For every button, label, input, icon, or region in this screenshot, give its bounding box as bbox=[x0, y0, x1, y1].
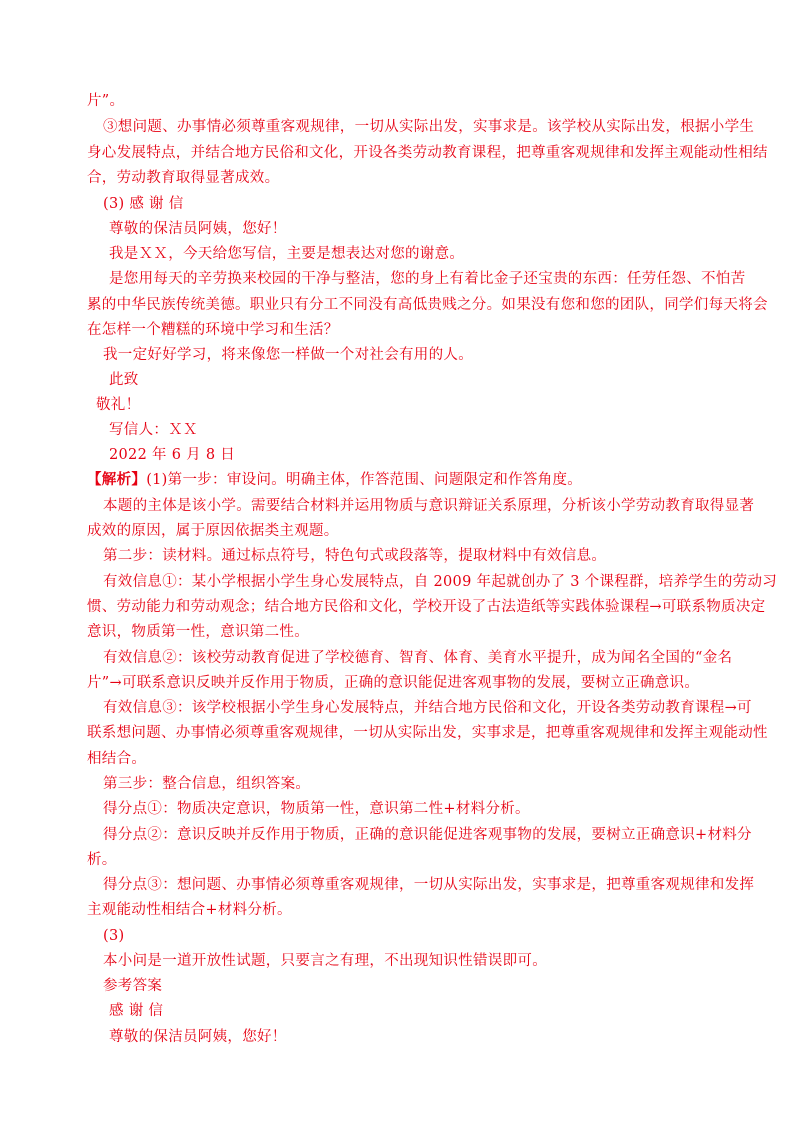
text-line: 相结合。 bbox=[87, 751, 147, 767]
text-line: 惯、劳动能力和劳动观念；结合地方民俗和文化，学校开设了古法造纸等实践体验课程→可联系物质决定 bbox=[87, 599, 766, 615]
analysis-tag: 【解析】 bbox=[87, 471, 147, 488]
text-line: 本小问是一道开放性试题，只要言之有理，不出现知识性错误即可。 bbox=[103, 953, 547, 969]
text-line: 我是ＸＸ，今天给您写信，主要是想表达对您的谢意。 bbox=[109, 246, 465, 262]
section-heading: 感 谢 信 bbox=[109, 1003, 164, 1019]
text-line: 是您用每天的辛劳换来校园的干净与整洁，您的身上有着比金子还宝贵的东西：任劳任怨、不怕苦 bbox=[109, 271, 746, 287]
letter-salutation: 尊敬的保洁员阿姨，您好！ bbox=[109, 221, 287, 237]
text-line: ③想问题、办事情必须尊重客观规律，一切从实际出发，实事求是。该学校从实际出发，根据小学生 bbox=[103, 119, 755, 135]
text-line: 第二步：读材料。通过标点符号，特色句式或段落等，提取材料中有效信息。 bbox=[103, 548, 607, 564]
text-line: 身心发展特点，并结合地方民俗和文化，开设各类劳动教育课程，把尊重客观规律和发挥主观能动性相结 bbox=[87, 145, 768, 161]
text-line: 片”→可联系意识反映并反作用于物质，正确的意识能促进客观事物的发展，要树立正确意识。 bbox=[87, 675, 700, 691]
text-line: 主观能动性相结合+材料分析。 bbox=[87, 902, 292, 918]
text-line: 得分点②：意识反映并反作用于物质，正确的意识能促进客观事物的发展，要树立正确意识+材料分 bbox=[103, 827, 752, 843]
text-line: 析。 bbox=[87, 852, 117, 868]
letter-signature: 写信人：ＸＸ bbox=[109, 422, 198, 438]
text-line: 联系想问题、办事情必须尊重客观规律，一切从实际出发，实事求是，把尊重客观规律和发挥主观能动性 bbox=[87, 725, 768, 741]
text-line: 成效的原因，属于原因依据类主观题。 bbox=[87, 523, 339, 539]
text-line: 片”。 bbox=[87, 93, 125, 109]
text-line: 参考答案 bbox=[103, 978, 163, 994]
text-line: 得分点③：想问题、办事情必须尊重客观规律，一切从实际出发，实事求是，把尊重客观规律和发挥 bbox=[103, 877, 755, 893]
letter-salutation: 尊敬的保洁员阿姨，您好！ bbox=[109, 1029, 287, 1045]
section-heading: (3) 感 谢 信 bbox=[103, 196, 184, 212]
letter-closing: 敬礼！ bbox=[96, 397, 141, 413]
text-line: 我一定好好学习，将来像您一样做一个对社会有用的人。 bbox=[103, 347, 473, 363]
text-line: 得分点①：物质决定意识，物质第一性，意识第二性+材料分析。 bbox=[103, 801, 530, 817]
text-line: 有效信息①：某小学根据小学生身心发展特点，自 2009 年起就创办了 3 个课程群，培养学生的劳动习 bbox=[103, 574, 778, 590]
analysis-text: (1)第一步：审设问。明确主体，作答范围、问题限定和作答角度。 bbox=[146, 472, 583, 488]
text-line: 第三步：整合信息，组织答案。 bbox=[103, 776, 311, 792]
text-line: 本题的主体是该小学。需要结合材料并运用物质与意识辩证关系原理，分析该小学劳动教育取得显著 bbox=[103, 498, 755, 514]
text-line: 在怎样一个糟糕的环境中学习和生活？ bbox=[87, 322, 339, 338]
letter-date: 2022 年 6 月 8 日 bbox=[109, 447, 236, 463]
text-line: 意识，物质第一性，意识第二性。 bbox=[87, 624, 309, 640]
section-heading: (3) bbox=[103, 928, 125, 944]
text-line: 累的中华民族传统美德。职业只有分工不同没有高低贵贱之分。如果没有您和您的团队，同学们每天将会 bbox=[87, 297, 768, 313]
letter-closing: 此致 bbox=[109, 372, 139, 388]
analysis-line bbox=[87, 468, 717, 492]
text-line: 有效信息②：该校劳动教育促进了学校德育、智育、体育、美育水平提升，成为闻名全国的“金名 bbox=[103, 650, 733, 666]
text-line: 合，劳动教育取得显著成效。 bbox=[87, 170, 280, 186]
text-line: 有效信息③：该学校根据小学生身心发展特点，并结合地方民俗和文化，开设各类劳动教育课程→可 bbox=[103, 700, 752, 716]
